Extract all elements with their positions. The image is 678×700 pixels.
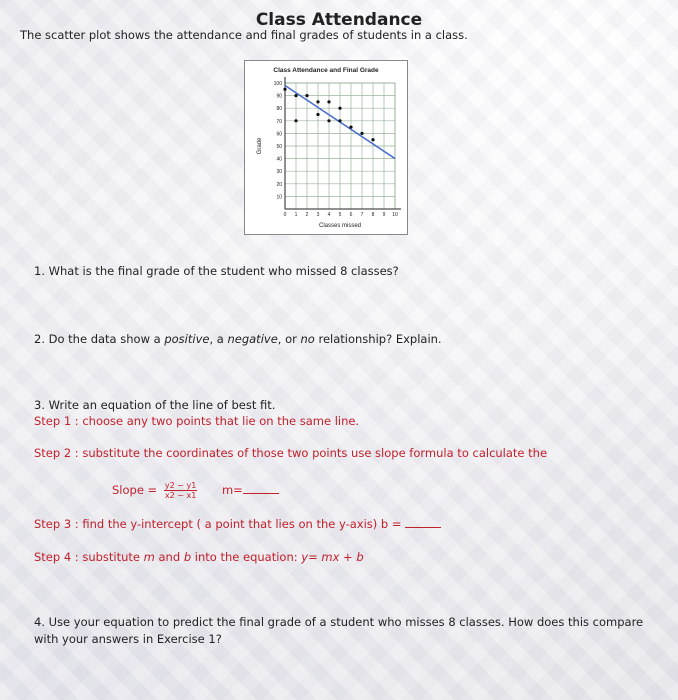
step-4-prefix: Step 4 : substitute: [34, 550, 144, 564]
data-point: [283, 88, 286, 91]
var-m: m: [143, 550, 155, 564]
data-point: [338, 119, 341, 122]
x-tick-label: 8: [371, 212, 375, 218]
var-b: b: [183, 550, 192, 564]
question-2-mid2: , or: [277, 332, 301, 346]
data-point: [294, 119, 297, 122]
y-tick-label: 100: [273, 81, 282, 87]
step-4-suffix: into the equation:: [191, 550, 302, 564]
step-4-mid: and: [154, 550, 184, 564]
page-subtitle: The scatter plot shows the attendance and final grades of students in a class.: [20, 28, 468, 42]
data-point: [316, 113, 319, 116]
data-point: [349, 126, 352, 129]
chart-title: Class Attendance and Final Grade: [273, 67, 379, 74]
m-label: m=: [221, 483, 243, 497]
word-no: no: [300, 332, 315, 346]
y-axis-label: Grade: [257, 137, 263, 155]
step-3-text: Step 3 : find the y-intercept ( a point that lies on the y-axis) b =: [34, 517, 402, 531]
b-blank[interactable]: [405, 517, 441, 528]
word-negative: negative: [227, 332, 278, 346]
x-tick-label: 1: [294, 212, 298, 218]
y-tick-label: 50: [276, 144, 282, 150]
data-point: [371, 138, 374, 141]
y-tick-label: 80: [276, 106, 282, 113]
chart-svg: [245, 61, 407, 234]
x-tick-label: 6: [349, 212, 353, 218]
data-point: [327, 119, 330, 122]
question-4-line-2: with your answers in Exercise 1?: [34, 632, 222, 646]
slope-fraction: [164, 481, 197, 500]
data-point: [360, 132, 363, 135]
x-tick-label: 5: [338, 212, 342, 218]
data-point: [305, 94, 308, 97]
question-3: 3. Write an equation of the line of best fit.: [34, 398, 276, 412]
y-tick-label: 40: [276, 156, 282, 163]
x-axis-label: Classes missed: [318, 223, 362, 229]
x-tick-label: 9: [382, 212, 386, 218]
question-1: 1. What is the final grade of the student who missed 8 classes?: [34, 264, 399, 278]
x-tick-label: 3: [316, 212, 320, 218]
question-2: [34, 332, 442, 346]
step-2: Step 2 : substitute the coordinates of those two points use slope formula to calculate the: [34, 446, 548, 460]
data-point: [327, 100, 330, 103]
scatter-chart: [244, 60, 408, 235]
slope-numerator: y2 − y1: [164, 481, 197, 490]
y-tick-label: 60: [276, 131, 282, 138]
word-positive: positive: [164, 332, 210, 346]
data-point: [316, 100, 319, 103]
slope-label: Slope =: [112, 483, 161, 497]
question-4-line-1: 4. Use your equation to predict the final grade of a student who misses 8 classes. How does this compare: [34, 615, 644, 629]
y-tick-label: 70: [276, 118, 282, 125]
m-blank[interactable]: [243, 483, 279, 494]
step-1: Step 1 : choose any two points that lie on the same line.: [34, 414, 360, 428]
slope-denominator: x2 − x1: [164, 491, 197, 500]
question-2-prefix: 2. Do the data show a: [34, 332, 165, 346]
y-tick-label: 90: [276, 93, 282, 100]
line-equation: y= mx + b: [301, 550, 364, 564]
question-2-mid1: , a: [209, 332, 228, 346]
data-point: [338, 107, 341, 110]
x-tick-label: 2: [305, 212, 309, 218]
slope-formula: [112, 481, 279, 500]
x-tick-label: 10: [392, 212, 398, 218]
y-tick-label: 10: [276, 194, 282, 201]
y-tick-label: 30: [276, 169, 282, 176]
page-title: Class Attendance: [255, 10, 423, 30]
y-tick-label: 20: [276, 181, 282, 188]
x-tick-label: 7: [360, 212, 364, 218]
data-point: [294, 94, 297, 97]
x-tick-label: 0: [283, 212, 287, 218]
step-4: [34, 550, 364, 564]
question-2-suffix: relationship? Explain.: [314, 332, 442, 346]
x-tick-label: 4: [327, 212, 331, 218]
step-3: [34, 517, 441, 531]
